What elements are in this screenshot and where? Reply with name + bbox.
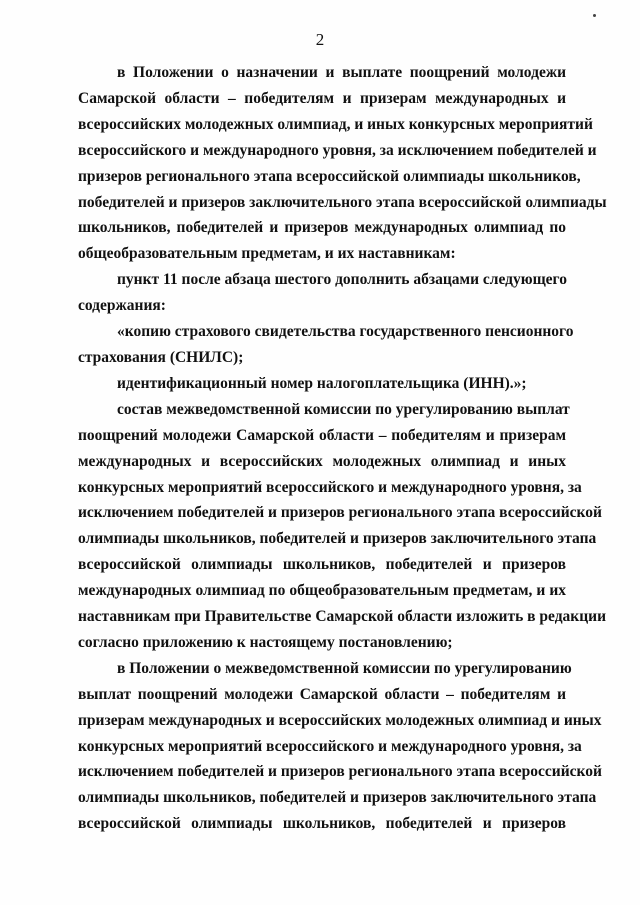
text-line: наставникам при Правительстве Самарской области изложить в редакции	[78, 608, 607, 626]
text-line: победителей и призеров заключительного этапа всероссийской олимпиады	[78, 193, 607, 211]
text-line: содержания:	[78, 297, 166, 315]
text-line: олимпиады школьников, победителей и призеров заключительного этапа	[78, 530, 597, 548]
text-line: поощрений молодежи Самарской области – победителям и призерам	[78, 426, 566, 444]
text-line: согласно приложению к настоящему постановлению;	[78, 633, 453, 651]
text-line: состав межведомственной комиссии по урегулированию выплат	[117, 400, 570, 418]
text-line: пункт 11 после абзаца шестого дополнить абзацами следующего	[117, 271, 567, 289]
text-line: общеобразовательным предметам, и их наставникам:	[78, 245, 456, 263]
text-line: всероссийского и международного уровня, за исключением победителей и	[78, 141, 597, 159]
document-body	[78, 60, 607, 837]
text-line: конкурсных мероприятий всероссийского и международного уровня, за	[78, 478, 582, 496]
text-line: всероссийской олимпиады школьников, победителей и призеров	[78, 556, 566, 574]
text-line: всероссийских молодежных олимпиад, и иных конкурсных мероприятий	[78, 115, 593, 133]
paragraph-amendment-regulation	[78, 60, 607, 267]
page-number: 2	[315, 30, 325, 49]
text-line: Самарской области – победителям и призерам международных и	[78, 89, 566, 107]
paragraph-inn	[78, 371, 566, 397]
text-line: исключением победителей и призеров регионального этапа всероссийской	[78, 504, 602, 522]
paragraph-commission-regulation	[78, 656, 602, 837]
scan-speck	[593, 14, 596, 17]
paragraph-point-11	[78, 267, 566, 319]
text-line: школьников, победителей и призеров международных олимпиад по	[78, 219, 566, 237]
text-line: в Положении о назначении и выплате поощрений молодежи	[117, 64, 566, 81]
text-line: страхования (СНИЛС);	[78, 348, 244, 366]
text-line: всероссийской олимпиады школьников, победителей и призеров	[78, 815, 566, 833]
text-line: призерам международных и всероссийских молодежных олимпиад и иных	[78, 711, 602, 729]
text-line: идентификационный номер налогоплательщика (ИНН).»;	[117, 374, 527, 392]
text-line: исключением победителей и призеров регионального этапа всероссийской	[78, 763, 602, 781]
text-line: в Положении о межведомственной комиссии по урегулированию	[117, 659, 572, 677]
text-line: международных и всероссийских молодежных олимпиад и иных	[78, 452, 566, 470]
text-line: конкурсных мероприятий всероссийского и международного уровня, за	[78, 737, 582, 755]
text-line: олимпиады школьников, победителей и призеров заключительного этапа	[78, 789, 597, 807]
text-line: «копию страхового свидетельства государственного пенсионного	[117, 323, 574, 341]
text-line: призеров регионального этапа всероссийской олимпиады школьников,	[78, 167, 581, 185]
paragraph-commission-composition	[78, 397, 607, 656]
text-line: международных олимпиад по общеобразовательным предметам, и их	[78, 582, 566, 600]
paragraph-snils	[78, 319, 574, 371]
text-line: выплат поощрений молодежи Самарской области – победителям и	[78, 685, 566, 703]
